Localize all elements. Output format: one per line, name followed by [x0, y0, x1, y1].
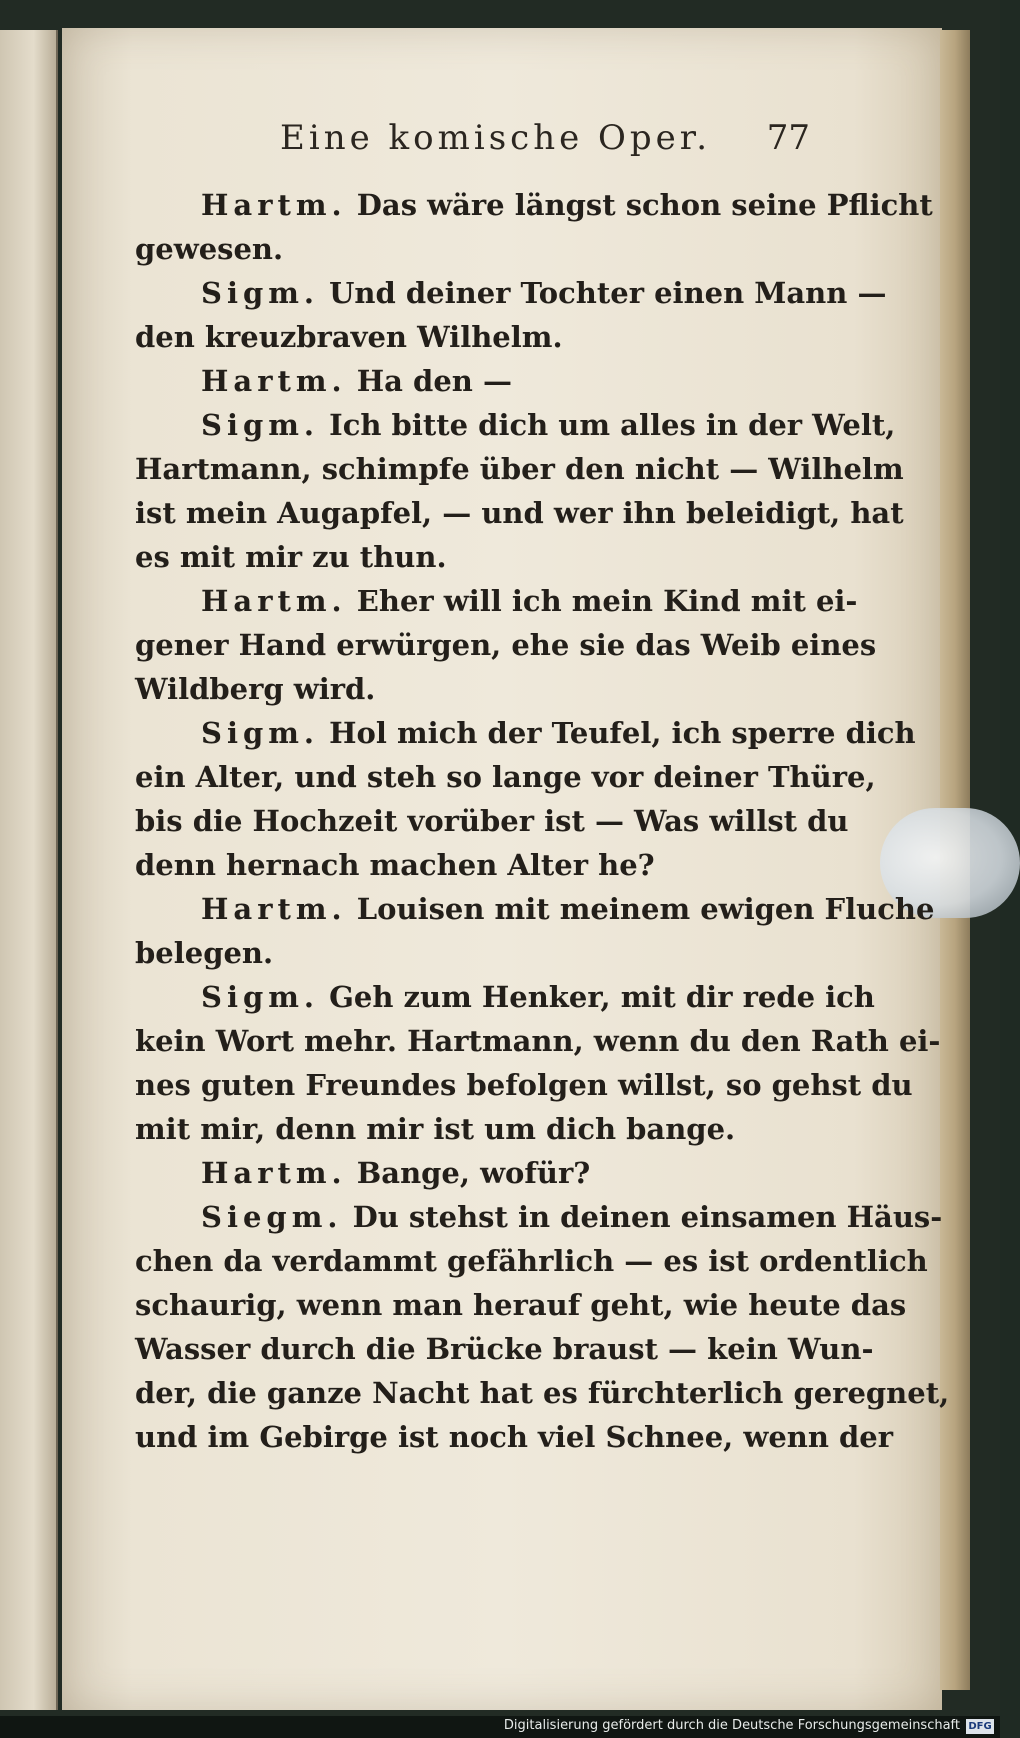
- page-number: 77: [766, 118, 810, 158]
- text-line: [135, 403, 896, 447]
- text-line: [135, 931, 815, 975]
- text-line: [135, 535, 815, 579]
- line-text: belegen.: [135, 936, 274, 970]
- line-text: chen da verdammt gefährlich — es ist ordentlich: [135, 1244, 928, 1278]
- text-line: [135, 491, 904, 535]
- speaker-name: Hartm.: [201, 892, 347, 926]
- text-line: [135, 667, 815, 711]
- text-line: [135, 1063, 913, 1107]
- line-text: bis die Hochzeit vorüber ist — Was willst du: [135, 804, 849, 838]
- line-text: kein Wort mehr. Hartmann, wenn du den Rath ei-: [135, 1024, 941, 1058]
- text-line: [135, 1415, 894, 1459]
- text-line: [135, 1283, 907, 1327]
- line-text: Geh zum Henker, mit dir rede ich: [329, 980, 875, 1014]
- speaker-name: Sigm.: [201, 716, 320, 750]
- text-line: [135, 1195, 943, 1239]
- line-text: Hol mich der Teufel, ich sperre dich: [329, 716, 916, 750]
- text-line: [135, 1151, 815, 1195]
- text-line: [135, 975, 875, 1019]
- speaker-name: Hartm.: [201, 584, 347, 618]
- text-line: [135, 579, 858, 623]
- line-text: Wildberg wird.: [135, 672, 376, 706]
- line-text: gener Hand erwürgen, ehe sie das Weib eines: [135, 628, 877, 662]
- text-line: [135, 1107, 815, 1151]
- speaker-name: Hartm.: [201, 188, 347, 222]
- text-line: [135, 887, 935, 931]
- speaker-name: Hartm.: [201, 1156, 347, 1190]
- text-line: [135, 183, 933, 227]
- text-line: [135, 271, 887, 315]
- line-text: es mit mir zu thun.: [135, 540, 447, 574]
- text-line: [135, 1327, 874, 1371]
- speaker-name: Hartm.: [201, 364, 347, 398]
- text-line: [135, 359, 815, 403]
- text-line: [135, 755, 876, 799]
- line-text: gewesen.: [135, 232, 284, 266]
- text-line: [135, 1371, 950, 1415]
- text-line: [135, 1239, 928, 1283]
- facing-page-edge: [0, 30, 58, 1710]
- line-text: Und deiner Tochter einen Mann —: [329, 276, 887, 310]
- text-line: [135, 447, 904, 491]
- text-line: [135, 843, 815, 887]
- line-text: ein Alter, und steh so lange vor deiner Thüre,: [135, 760, 876, 794]
- line-text: Das wäre längst schon seine Pflicht: [356, 188, 933, 222]
- body-text: [135, 183, 950, 1459]
- line-text: und im Gebirge ist noch viel Schnee, wenn der: [135, 1420, 894, 1454]
- text-line: [135, 799, 849, 843]
- line-text: denn hernach machen Alter he?: [135, 848, 655, 882]
- line-text: Louisen mit meinem ewigen Fluche: [356, 892, 935, 926]
- text-line: [135, 711, 916, 755]
- speaker-name: Sigm.: [201, 980, 320, 1014]
- text-line: [135, 623, 877, 667]
- line-text: Eher will ich mein Kind mit ei-: [356, 584, 858, 618]
- running-head: Eine komische Oper.: [280, 118, 712, 158]
- line-text: Wasser durch die Brücke braust — kein Wun-: [135, 1332, 874, 1366]
- line-text: Bange, wofür?: [356, 1156, 591, 1190]
- line-text: Du stehst in deinen einsamen Häus-: [352, 1200, 943, 1234]
- digitization-credit: Digitalisierung gefördert durch die Deutsche Forschungsgemeinschaft: [503, 1718, 960, 1733]
- line-text: der, die ganze Nacht hat es fürchterlich geregnet,: [135, 1376, 950, 1410]
- speaker-name: Sigm.: [201, 276, 320, 310]
- text-line: [135, 227, 815, 271]
- footer-bar: [0, 1716, 1000, 1738]
- line-text: mit mir, denn mir ist um dich bange.: [135, 1112, 736, 1146]
- line-text: Ich bitte dich um alles in der Welt,: [329, 408, 896, 442]
- line-text: den kreuzbraven Wilhelm.: [135, 320, 563, 354]
- line-text: nes guten Freundes befolgen willst, so gehst du: [135, 1068, 913, 1102]
- speaker-name: Sigm.: [201, 408, 320, 442]
- speaker-name: Siegm.: [201, 1200, 343, 1234]
- text-line: [135, 1019, 941, 1063]
- text-line: [135, 315, 815, 359]
- line-text: ist mein Augapfel, — und wer ihn beleidigt, hat: [135, 496, 904, 530]
- line-text: Hartmann, schimpfe über den nicht — Wilhelm: [135, 452, 904, 486]
- dfg-logo: DFG: [966, 1719, 994, 1734]
- line-text: schaurig, wenn man herauf geht, wie heute das: [135, 1288, 907, 1322]
- line-text: Ha den —: [356, 364, 512, 398]
- page-header: [130, 118, 810, 168]
